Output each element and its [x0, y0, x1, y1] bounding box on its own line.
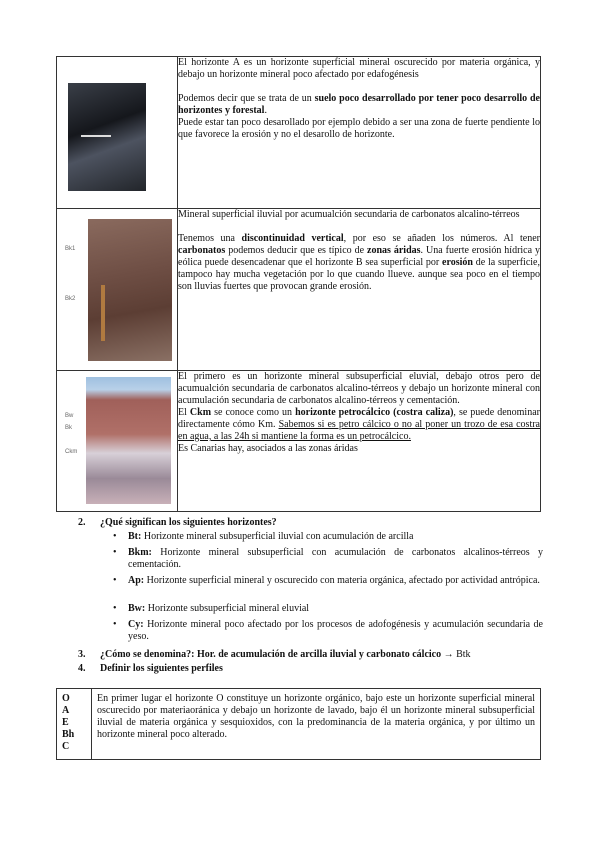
term: Bkm: [128, 547, 152, 558]
text: se conoce como un [211, 407, 296, 418]
number: 4. [78, 663, 86, 674]
question-3 [78, 649, 471, 661]
pickaxe [101, 285, 105, 341]
definition: Horizonte superficial mineral y oscurecido con materia orgánica, afectado por actividad antrópica. [144, 575, 540, 586]
horizon: A [62, 705, 70, 716]
soil-profile-photo-dark [68, 83, 146, 191]
paragraph: Puede estar tan poco desarollado por ejemplo debido a ser una zona de fuerte pendiente lo que favorece la erosión y no el desarollo de horizonte. [178, 117, 540, 140]
text: Tenemos una [178, 233, 242, 244]
paragraph [178, 407, 540, 443]
term: Cy: [128, 619, 144, 630]
profile-definition: En primer lugar el horizonte O constituye un horizonte orgánico, bajo este un horizonte superficial mineral oscurecido por materiaoránica y debajo un horizonte de lavado, bajo él un horizonte mineral subsuperficial iluvial de materia orgánica y sesquioxidos, con la predominancia de la materia orgánica, y por último un horizonte mineral poco alterado. [92, 689, 541, 760]
bold-text: zonas áridas [367, 245, 421, 256]
profile-definition-table [56, 688, 541, 760]
list-item [128, 531, 543, 543]
underlined-text: Sabemos si es petro cálcico o no al poner un trozo de esa costra en agua, a las 24h si mantiene la forma es un petrocálcico. [178, 419, 540, 442]
text: Podemos decir que se trata de un [178, 93, 315, 104]
horizon-label: Bw [65, 413, 74, 419]
profiles-table [56, 56, 541, 512]
question-text: Definir los siguientes perfiles [100, 663, 223, 674]
question-text: ¿Qué significan los siguientes horizontes? [100, 517, 277, 528]
horizon: C [62, 741, 70, 752]
definition: Horizonte mineral poco afectado por los procesos de adofogénesis y acumulación secundaria de yeso. [128, 619, 543, 642]
paragraph [178, 233, 540, 293]
list-item [128, 547, 543, 571]
text: de la superficie, tampoco hay mucha vegetación por lo que cuando llueve. aunque sea poco en el tiempo son lluvias fuertes que provocan grande erosión. [178, 257, 540, 292]
definition: Horizonte mineral subsuperficial iluvial con acumulación de arcilla [141, 531, 414, 542]
profile-description [178, 57, 541, 209]
bold-text: carbonatos [178, 245, 226, 256]
text: , se puede denominar directamente cómo Km. [178, 407, 540, 430]
question-text: ¿Cómo se denomina?: Hor. de acumulación de arcilla iluvial y carbonato cálcico [100, 649, 442, 660]
bold-text: suelo poco desarrollado por tener poco desarrollo de horizontes y forestal [178, 93, 540, 116]
bold-text: horizonte petrocálcico (costra caliza) [295, 407, 454, 418]
profile-photo-cell [57, 209, 178, 371]
profile-description [178, 209, 541, 371]
definition: Horizonte subsuperficial mineral eluvial [145, 603, 310, 614]
bold-text: discontinuidad vertical [241, 233, 344, 244]
definition: Horizonte mineral subsuperficial con acumulación de carbonatos alcalinos-térreos y cementación. [128, 547, 543, 570]
profile-description [178, 371, 541, 512]
bold-text: erosión [442, 257, 473, 268]
profile-photo-cell [57, 371, 178, 512]
question-2 [78, 517, 277, 529]
horizon-label: Bk [65, 425, 73, 431]
paragraph: Mineral superficial iluvial por acumualción secundaria de carbonatos alcalino-térreos [178, 209, 520, 220]
soil-profile-photo-calcic [86, 377, 171, 504]
text: podemos deducir que es típico de [225, 245, 368, 256]
text: El [178, 407, 190, 418]
horizon: O [62, 693, 70, 704]
profile-photo-cell [57, 57, 178, 209]
list-item [128, 619, 543, 643]
term: Bt: [128, 531, 142, 542]
bold-text: Ckm [189, 407, 212, 418]
tape-measure [81, 135, 111, 137]
term: Bw: [128, 603, 146, 614]
paragraph: Es Canarias hay, asociados a las zonas áridas [178, 443, 358, 454]
horizon: Bh [62, 729, 75, 740]
number: 2. [78, 517, 86, 528]
paragraph: Podemos decir que se trata de un suelo poco desarrollado por tener poco desarrollo de horizontes y forestal. [178, 93, 540, 116]
horizon: E [62, 717, 69, 728]
text: . Una fuerte erosión hídrica y eólica puede desencadenar que el horizonte B sea superficial por [178, 245, 541, 268]
term: Ap: [128, 575, 145, 586]
list-item [128, 603, 543, 615]
text: , por eso se añaden los números. Al tener [343, 233, 540, 244]
horizon-label: Ckm [65, 449, 78, 455]
horizon-label: Bk2 [65, 296, 76, 302]
paragraph: El horizonte A es un horizonte superficial mineral oscurecido por materia orgánica, y debajo un horizonte mineral poco afectado por edafogénesis [178, 57, 540, 80]
answer: → Btk [441, 649, 471, 660]
paragraph: El primero es un horizonte mineral subsuperficial eluvial, debajo otros pero de acumualción secundaria de carbonatos alcalino-térreos y debajo un horizonte mineral con acumulación secundaria de carbonatos alcalino-térreos y cementación. [178, 371, 540, 406]
question-4 [78, 663, 223, 675]
horizon-label: Bk1 [65, 246, 76, 252]
horizon-list [57, 689, 92, 760]
list-item [128, 575, 543, 587]
number: 3. [78, 649, 86, 660]
